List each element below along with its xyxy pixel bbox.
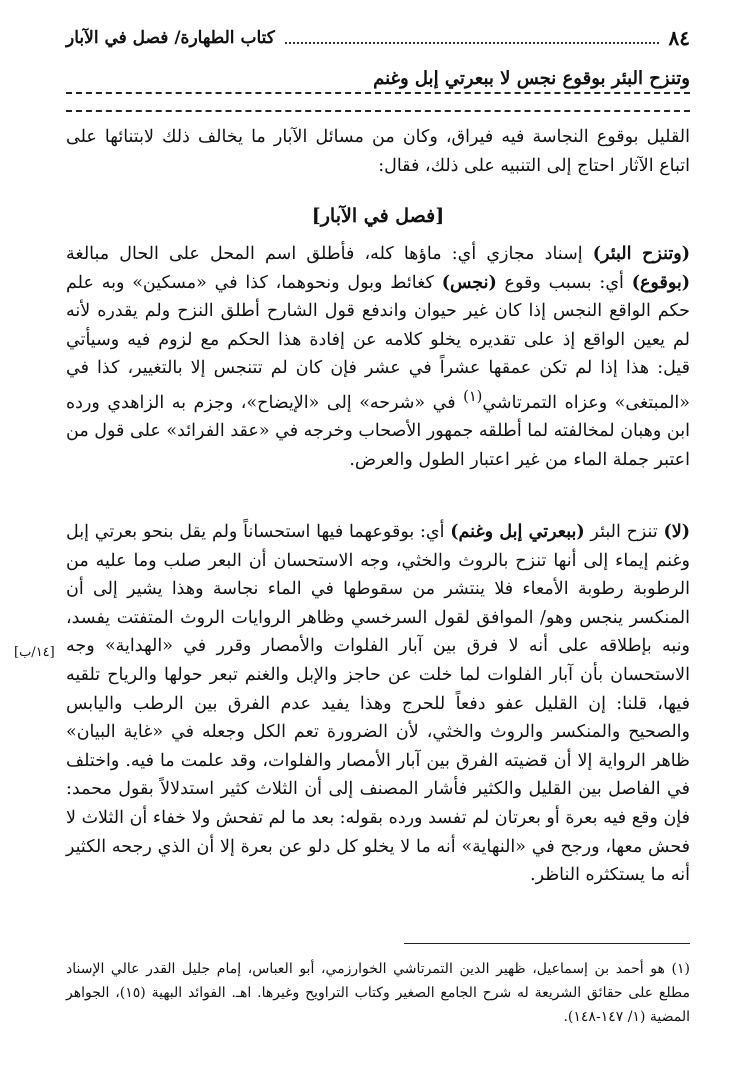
footnote-separator: [404, 943, 690, 944]
paragraph-commentary-1: [66, 240, 690, 475]
paragraph-commentary-2: [66, 518, 690, 890]
paragraph-intro: القليل بوقوع النجاسة فيه فيراق، وكان من مسائل الآبار ما يخالف ذلك لابتنائها على اتباع الآثار احتاج إلى التنبيه على ذلك، فقال:: [66, 127, 690, 176]
running-title: كتاب الطهارة/ فصل في الآبار: [66, 28, 275, 48]
commentary-text: أي: بسبب وقوع: [496, 272, 632, 293]
matn-lemma: (ببعرتي إبل وغنم): [450, 522, 585, 542]
matn-lemma: (نجس): [441, 272, 497, 293]
matn-text: وتنزح البئر بوقوع نجس لا ببعرتي إبل وغنم: [373, 68, 690, 89]
commentary-text: في «شرحه» إلى «الإيضاح»، وجزم به الزاهدي ورده ابن وهبان لمخالفته لما أطلقه جمهور الأصحاب وخرجه في «عقد الفرائد» على قول من اعتبر جملة الماء من غير اعتبار الطول والعرض.: [66, 392, 690, 470]
commentary-text: كغائط وبول ونحوهما، كذا في «مسكين» وبه علم حكم الواقع النجس إذا كان غير حيوان واندفع قول الشارح أطلق النزح ولم يقدره لأنه لم يعين الواقع إذ على تقديره يخلو كلامه عن إفادة هذا الحكم مع لزوم فيه وسيأتي قيل: هذا إذا لم تكن عمقها عشراً في عشر فإن كان لم تتنجس إلا بالتغيير، كذا في «المبتغى» وعزاه التمرتاشي: [66, 272, 690, 413]
running-header: [66, 26, 690, 50]
matn-lemma: (وتنزح البئر): [592, 244, 691, 264]
section-title: [فصل في الآبار]: [311, 205, 445, 227]
footnote: (١) هو أحمد بن إسماعيل، ظهير الدين التمرتاشي الخوارزمي، أبو العباس، إمام جليل القدر عالي الإسناد مطلع على حقائق الشريعة له شرح الجامع الصغير وكتاب التراويح وغيرها. اهـ. الفوائد البهية (١٥)، الجواهر المضية (١/ ١٤٧-١٤٨).: [66, 961, 690, 1025]
matn-lemma: (لا): [663, 522, 691, 542]
header-dotted-leader: [285, 32, 659, 44]
commentary-text: إسناد مجازي أي: ماؤها كله، فأطلق اسم المحل على الحال مبالغة: [66, 244, 593, 264]
matn-divider-bottom: [66, 110, 690, 112]
footnote-reference: (١): [463, 387, 483, 405]
commentary-text: تنزح البئر: [584, 522, 664, 542]
manuscript-folio-marker: [١٤/ب]: [14, 645, 55, 660]
matn-divider-top: [66, 92, 690, 94]
commentary-text: أي: بوقوعهما فيها استحساناً ولم يقل بنحو بعرتي إبل وغنم إيماء إلى أنها تنزح بالروث والخثي، وجه الاستحسان أن البعر صلب وما عليه من الرطوبة رطوبة الأمعاء فلا ينتشر من سقوطها في الماء نجاسة وهذا يشير إلى أن المنكسر ينجس وهو/ الموافق لقول السرخسي وظاهر الروايات الروث المتفتت يفسد، ونبه بإطلاقه على أنه لا فرق بين آبار الفلوات والأمصار وقرر في «الهداية» وجه الاستحسان بأن آبار الفلوات لما خلت عن حاجز والإبل والغنم تبعر حولها والرياح تلقيه فيها، قلنا: إن القليل عفو دفعاً للحرج وهذا يفيد عدم الفرق بين الرطب واليابس والصحيح والمنكسر والروث والخثي، لأن الضرورة تعم الكل وجعله في «غاية البيان» ظاهر الرواية إلا أن قضيته الفرق بين آبار الأمصار والفلوات، وقد علمت ما فيه. واختلف في الفاصل بين القليل والكثير فأشار المصنف إلى أن الثلاث كثير استدلالاً بقول محمد: فإن وقع فيه بعرة أو بعرتان لم تفسد ورده بقوله: بعد ما لم تفحش ولا خفاء أن الثلاث لا فحش معها، ورجح في «النهاية» أنه ما لا يخلو كل دلو عن بعرة إلا أن الذي رجحه الكثير أنه ما يستكثره الناظر.: [66, 522, 690, 886]
page-number: ٨٤: [668, 26, 690, 50]
matn-lemma: (بوقوع): [631, 272, 691, 293]
